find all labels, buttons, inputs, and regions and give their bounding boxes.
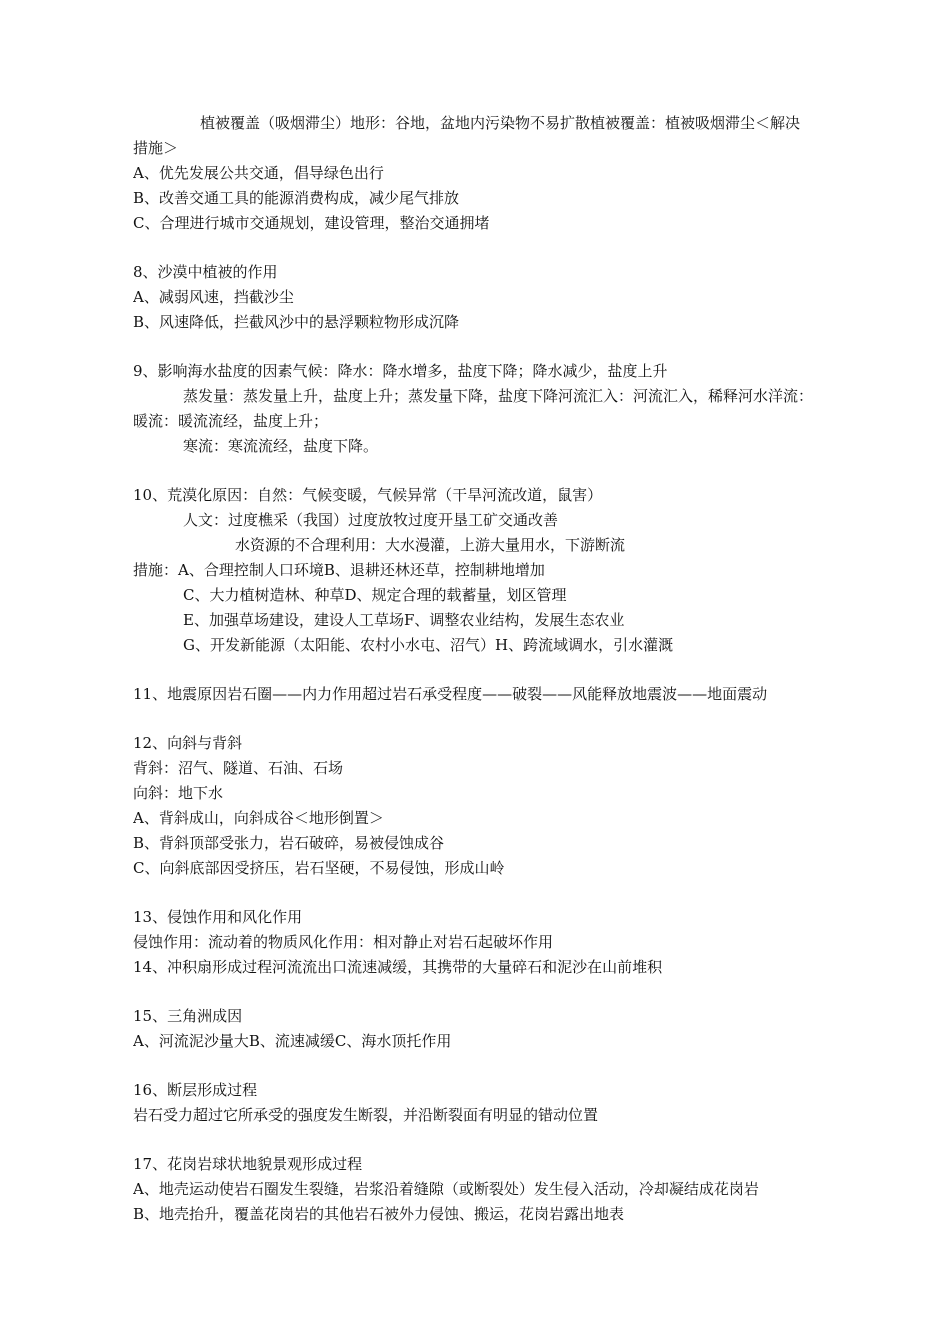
section-heading: 14、冲积扇形成过程河流流出口流速减缓，其携带的大量碎石和泥沙在山前堆积 bbox=[133, 958, 663, 976]
text-line: B、背斜顶部受张力，岩石破碎，易被侵蚀成谷 bbox=[133, 834, 445, 852]
section-heading: 12、向斜与背斜 bbox=[133, 734, 243, 752]
text-line: 背斜：沼气、隧道、石油、石场 bbox=[133, 759, 344, 777]
section-heading: 17、花岗岩球状地貌景观形成过程 bbox=[133, 1155, 363, 1173]
text-line: C、大力植树造林、种草D、规定合理的载蓄量，划区管理 bbox=[183, 586, 567, 604]
text-line: G、开发新能源（太阳能、农村小水屯、沼气）H、跨流域调水，引水灌溉 bbox=[183, 636, 674, 654]
text-line: 暖流：暖流流经，盐度上升； bbox=[133, 412, 329, 430]
text-line: 岩石受力超过它所承受的强度发生断裂，并沿断裂面有明显的错动位置 bbox=[133, 1106, 599, 1124]
text-line: A、地壳运动使岩石圈发生裂缝，岩浆沿着缝隙（或断裂处）发生侵入活动，冷却凝结成花岗岩 bbox=[133, 1180, 759, 1198]
text-line: 措施：A、合理控制人口环境B、退耕还林还草，控制耕地增加 bbox=[133, 561, 545, 579]
section-heading: 9、影响海水盐度的因素气候：降水：降水增多，盐度下降；降水减少，盐度上升 bbox=[133, 362, 668, 380]
text-line: B、风速降低，拦截风沙中的悬浮颗粒物形成沉降 bbox=[133, 313, 460, 331]
section-heading: 8、沙漠中植被的作用 bbox=[133, 263, 278, 281]
text-line: 向斜：地下水 bbox=[133, 784, 224, 802]
text-line: B、改善交通工具的能源消费构成，减少尾气排放 bbox=[133, 189, 460, 207]
section-heading: 13、侵蚀作用和风化作用 bbox=[133, 908, 303, 926]
section-heading: 10、荒漠化原因：自然：气候变暖，气候异常（干旱河流改道，鼠害） bbox=[133, 486, 603, 504]
text-line: 侵蚀作用：流动着的物质风化作用：相对静止对岩石起破坏作用 bbox=[133, 933, 554, 951]
text-line: A、减弱风速，挡截沙尘 bbox=[133, 288, 294, 306]
text-line: 寒流：寒流流经，盐度下降。 bbox=[183, 437, 379, 455]
text-line: A、河流泥沙量大B、流速减缓C、海水顶托作用 bbox=[133, 1032, 452, 1050]
text-line: A、优先发展公共交通，倡导绿色出行 bbox=[133, 164, 384, 182]
text-line: B、地壳抬升，覆盖花岗岩的其他岩石被外力侵蚀、搬运，花岗岩露出地表 bbox=[133, 1205, 625, 1223]
section-heading: 11、地震原因岩石圈——内力作用超过岩石承受程度——破裂——风能释放地震波——地面震动 bbox=[133, 685, 768, 703]
text-line: 水资源的不合理利用：大水漫灌，上游大量用水，下游断流 bbox=[235, 536, 626, 554]
text-line: E、加强草场建设，建设人工草场F、调整农业结构，发展生态农业 bbox=[183, 611, 625, 629]
text-line: 植被覆盖（吸烟滞尘）地形：谷地，盆地内污染物不易扩散植被覆盖：植被吸烟滞尘＜解决 bbox=[200, 114, 801, 132]
section-heading: 15、三角洲成因 bbox=[133, 1007, 243, 1025]
text-line: 措施＞ bbox=[133, 139, 179, 157]
text-line: A、背斜成山，向斜成谷＜地形倒置＞ bbox=[133, 809, 384, 827]
text-line: 人文：过度樵采（我国）过度放牧过度开垦工矿交通改善 bbox=[183, 511, 559, 529]
text-line: C、合理进行城市交通规划，建设管理，整治交通拥堵 bbox=[133, 214, 490, 232]
text-line: C、向斜底部因受挤压，岩石坚硬，不易侵蚀，形成山岭 bbox=[133, 859, 505, 877]
section-heading: 16、断层形成过程 bbox=[133, 1081, 258, 1099]
text-line: 蒸发量：蒸发量上升，盐度上升；蒸发量下降，盐度下降河流汇入：河流汇入，稀释河水洋流： bbox=[183, 387, 814, 405]
